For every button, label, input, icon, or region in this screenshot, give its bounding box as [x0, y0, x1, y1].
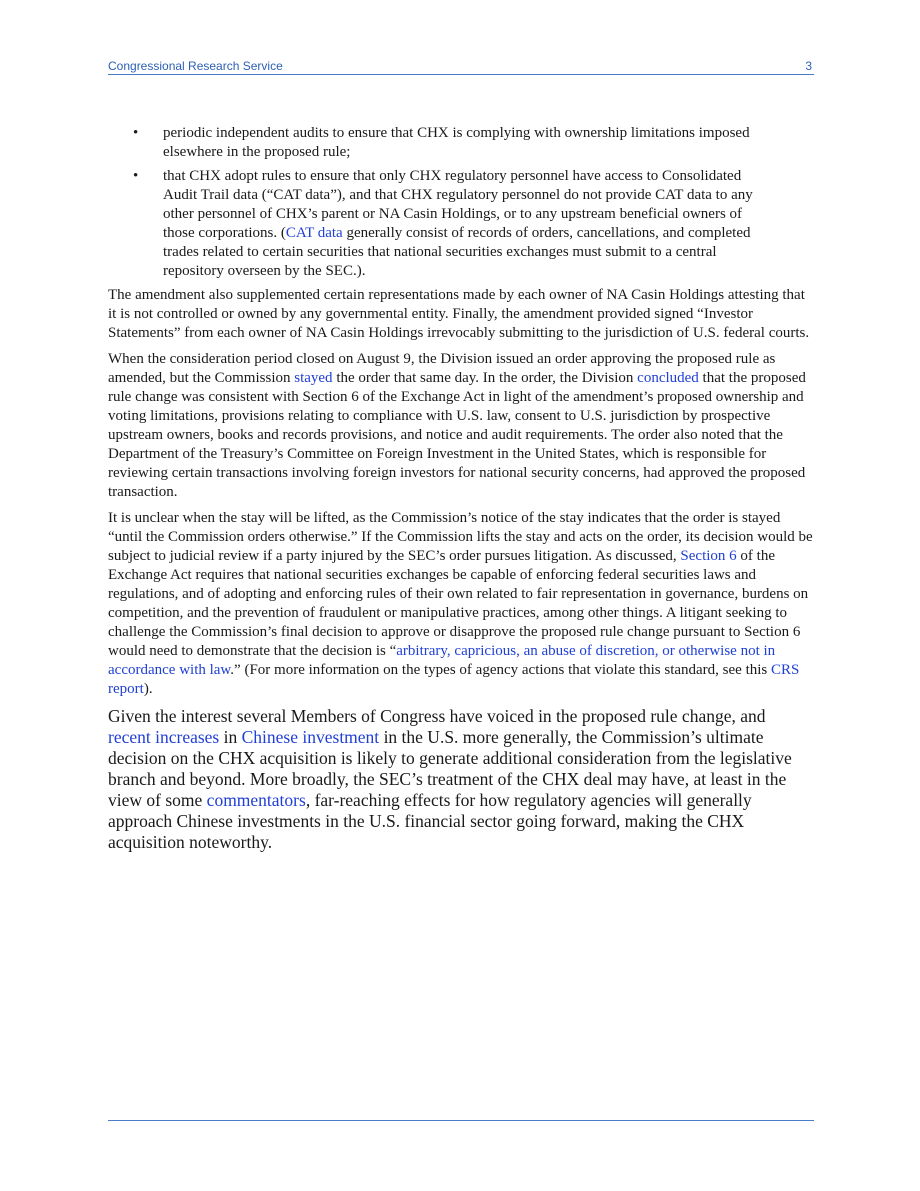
paragraph-text: Given the interest several Members of Congress have voiced in the proposed rule change, and [108, 706, 766, 726]
crs-report-link[interactable]: CRS report [108, 662, 800, 697]
stayed-link[interactable]: stayed [294, 370, 333, 386]
header-title: Congressional Research Service [108, 59, 283, 73]
paragraph-conclusion [108, 706, 798, 853]
paragraph-text: of the Exchange Act requires that national securities exchanges be capable of enforcing federal securities laws and regulations, and of adopting and enforcing rules of their own related to fair representation in governance, burdens on competition, and the prevention of fraudulent or manipulative practices, among other things. A litigant seeking to challenge the Commission’s final decision to approve or disapprove the proposed rule change pursuant to Section 6 would need to demonstrate that the decision is “ [108, 548, 809, 659]
commentators-link[interactable]: commentators [206, 790, 306, 810]
paragraph-text: that the proposed rule change was consistent with Section 6 of the Exchange Act in light of the amendment’s proposed ownership and voting limitations, provisions relating to compliance with U.S. law, consent to U.S. jurisdiction by prospective upstream owners, books and records provisions, and notice and audit requirements. The order also noted that the Department of the Treasury’s Committee on Foreign Investment in the United States, which is responsible for reviewing certain transactions involving foreign investors for national security concerns, had approved the proposed transaction. [108, 370, 806, 500]
paragraph-text: ). [143, 681, 153, 697]
bullet-text: generally consist of records of orders, cancellations, and completed trades related to certain securities that national securities exchanges must submit to a central repository overseen by the SEC.). [163, 225, 751, 279]
paragraph-text: , far-reaching effects for how regulatory agencies will generally approach Chinese investments in the U.S. financial sector going forward, making the CHX acquisition noteworthy. [108, 790, 752, 852]
list-item [108, 124, 763, 162]
paragraph-text: The amendment also supplemented certain representations made by each owner of NA Casin Holdings attesting that it is not controlled or owned by any governmental entity. Finally, the amendment provided signed “Investor Statements” from each owner of NA Casin Holdings irrevocably submitting to the jurisdiction of U.S. federal courts. [108, 287, 810, 341]
bullet-icon: • [133, 168, 139, 184]
concluded-link[interactable]: concluded [637, 370, 699, 386]
paragraph-text: When the consideration period closed on August 9, the Division issued an order approving the proposed rule as amended, but the Commission [108, 351, 776, 386]
paragraph-text: the order that same day. In the order, the Division [332, 370, 638, 386]
arbitrary-capricious-link[interactable]: arbitrary, capricious, an abuse of discretion, or otherwise not in accordance with law [108, 643, 776, 678]
page-number: 3 [805, 59, 812, 73]
paragraph-amendment [108, 286, 814, 343]
recent-increases-link[interactable]: recent increases [108, 727, 220, 747]
bullet-list [108, 124, 814, 281]
footer-divider [108, 1120, 814, 1121]
paragraph-consideration [108, 350, 814, 502]
page-content [108, 124, 814, 853]
section-6-link[interactable]: Section 6 [680, 548, 737, 564]
paragraph-stay [108, 509, 814, 699]
bullet-text: periodic independent audits to ensure that CHX is complying with ownership limitations imposed elsewhere in the proposed rule; [163, 125, 750, 160]
cat-data-link[interactable]: CAT data [285, 225, 343, 241]
paragraph-text: .” (For more information on the types of agency actions that violate this standard, see this [230, 662, 771, 678]
paragraph-text: It is unclear when the stay will be lifted, as the Commission’s notice of the stay indicates that the order is stayed “until the Commission orders otherwise.” If the Commission lifts the stay and acts on the order, its decision would be subject to judicial review if a party injured by the SEC’s order pursues litigation. As discussed, [108, 510, 813, 564]
paragraph-text: in the U.S. more generally, the Commission’s ultimate decision on the CHX acquisition is likely to generate additional consideration from the legislative branch and beyond. More broadly, the SEC’s treatment of the CHX deal may have, at least in the view of some [108, 727, 792, 810]
paragraph-text: in [219, 727, 242, 747]
bullet-icon: • [133, 125, 139, 141]
page-header [108, 58, 814, 75]
bullet-text: that CHX adopt rules to ensure that only CHX regulatory personnel have access to Consolidated Audit Trail data (“CAT data”), and that CHX regulatory personnel do not provide CAT data to any other personnel of CHX’s parent or NA Casin Holdings, or to any upstream beneficial owners of those corporations. ( [163, 168, 753, 241]
chinese-investment-link[interactable]: Chinese investment [241, 727, 380, 747]
list-item [108, 167, 763, 281]
